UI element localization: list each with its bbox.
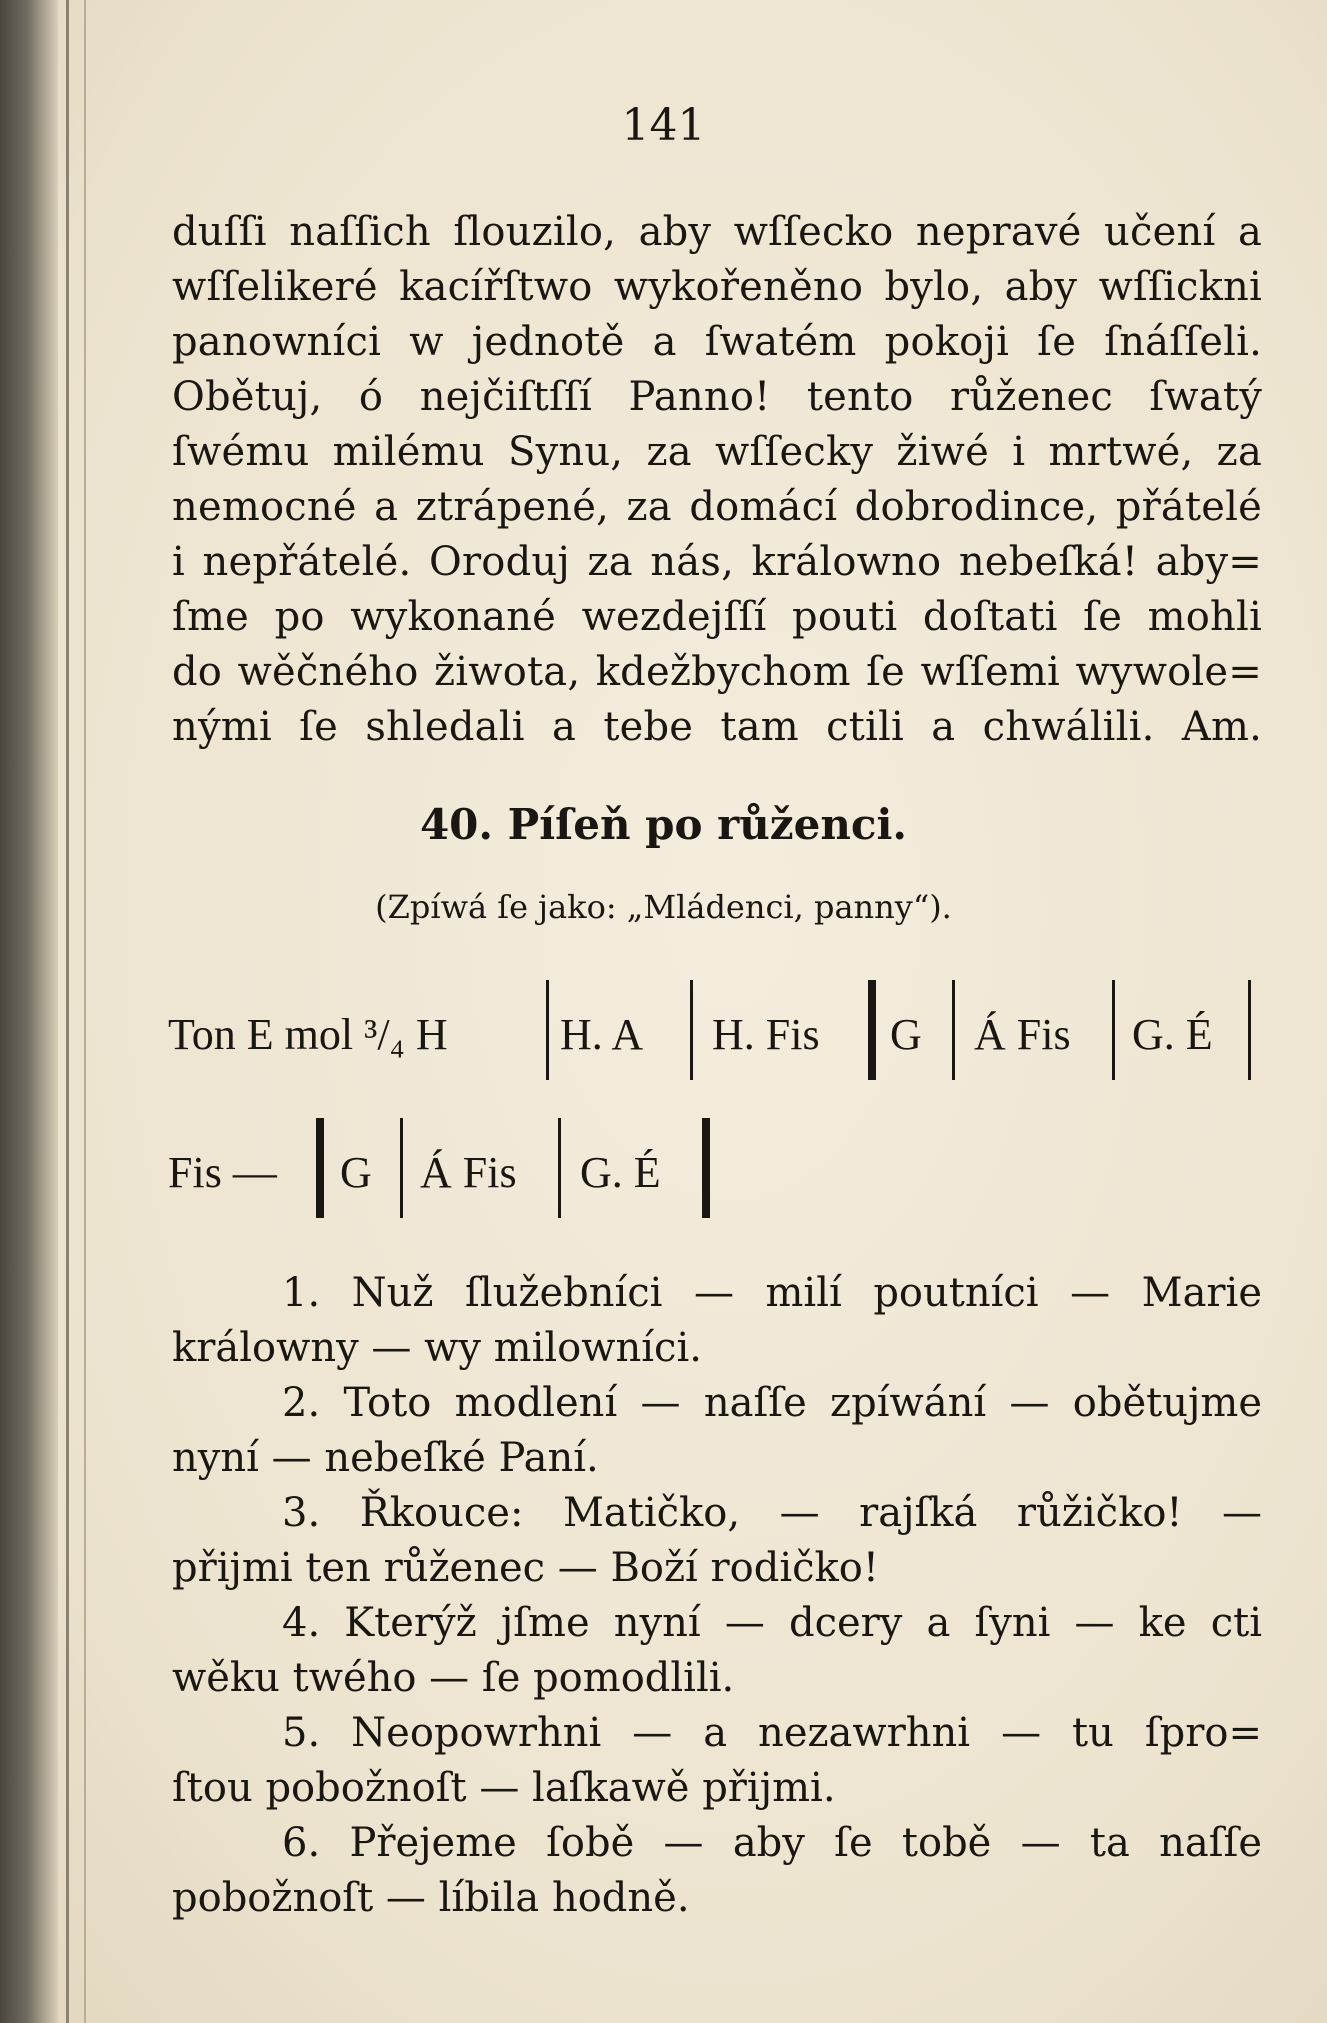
paragraph-line: nemocné a ztrápené, za domácí dobrodince, přátelé: [172, 484, 1262, 530]
verse-line: wěku twého — ſe pomodlili.: [172, 1655, 735, 1701]
verse-line: pobožnoſt — líbila hodně.: [172, 1875, 690, 1921]
paragraph-line: Obětuj, ó nejčiſtſſí Panno! tento růženec ſwatý: [172, 374, 1262, 420]
hymn-title: 40. Píſeň po růženci.: [419, 800, 908, 849]
note-group: G. É: [580, 1148, 661, 1197]
double-bar-line: [316, 1118, 324, 1218]
verse-line: nyní — nebeſké Paní.: [172, 1435, 599, 1481]
verse-line: 5. Neopowrhni — a nezawrhni — tu ſpro=: [282, 1710, 1262, 1756]
note-group: H. A: [560, 1010, 644, 1059]
note-group: Á Fis: [420, 1148, 517, 1197]
bar-line: [558, 1118, 561, 1218]
tone-key-label: Ton E mol ³/₄ H: [168, 1010, 448, 1059]
double-bar-line: [868, 980, 876, 1080]
bar-line: [546, 980, 549, 1080]
paragraph-line: nými ſe shledali a tebe tam ctili a chwálili. Am.: [172, 704, 1262, 750]
bar-line: [400, 1118, 403, 1218]
note-group: G. É: [1132, 1010, 1213, 1059]
end-bar-line: [702, 1118, 710, 1218]
note-group: G: [340, 1148, 372, 1197]
verse-line: přijmi ten růženec — Boží rodičko!: [172, 1545, 879, 1591]
verse-line: 6. Přejeme ſobě — aby ſe tobě — ta naſſe: [282, 1820, 1262, 1866]
paragraph-line: ſme po wykonané wezdejſſí pouti doſtati ſe mohli: [172, 594, 1262, 640]
page-edge-line-inner: [84, 0, 86, 2023]
note-group: G: [890, 1010, 922, 1059]
verse-line: králowny — wy milowníci.: [172, 1325, 702, 1371]
verse-line: 2. Toto modlení — naſſe zpíwání — obětujme: [282, 1380, 1262, 1426]
note-group: Á Fis: [974, 1010, 1071, 1059]
paragraph-line: panowníci w jednotě a ſwatém pokoji ſe ſnáſſeli.: [172, 319, 1262, 365]
bar-line: [1248, 980, 1251, 1080]
paragraph-line: duſſi naſſich ſlouzilo, aby wſſecko nepravé učení a: [172, 209, 1262, 255]
prayer-paragraph: [172, 205, 1262, 755]
paragraph-line: i nepřátelé. Oroduj za nás, králowno nebeſká! aby=: [172, 539, 1262, 585]
page-number: 141: [621, 100, 706, 151]
book-spine-shadow: [0, 0, 58, 2023]
hymn-subtitle: (Zpíwá ſe jako: „Mládenci, panny“).: [375, 888, 952, 926]
verse-line: 4. Kterýž jſme nyní — dcery a ſyni — ke cti: [282, 1600, 1262, 1646]
note-group: Fis —: [168, 1148, 277, 1197]
paragraph-line: ſwému milému Synu, za wſſecky žiwé i mrtwé, za: [172, 429, 1262, 475]
hymn-verses: [172, 1266, 1262, 1926]
paragraph-line: do wěčného žiwota, kdežbychom ſe wſſemi wywole=: [172, 649, 1262, 695]
paragraph-line: wſſelikeré kacířſtwo wykořeněno bylo, aby wſſickni: [172, 264, 1262, 310]
note-group: H. Fis: [712, 1010, 820, 1059]
page-edge-line: [66, 0, 69, 2023]
bar-line: [690, 980, 693, 1080]
bar-line: [952, 980, 955, 1080]
bar-line: [1112, 980, 1115, 1080]
verse-line: ſtou pobožnoſt — laſkawě přijmi.: [172, 1765, 836, 1811]
verse-line: 3. Řkouce: Matičko, — rajſká růžičko! —: [282, 1490, 1262, 1536]
verse-line: 1. Nuž ſlužebníci — milí poutníci — Marie: [282, 1270, 1262, 1316]
